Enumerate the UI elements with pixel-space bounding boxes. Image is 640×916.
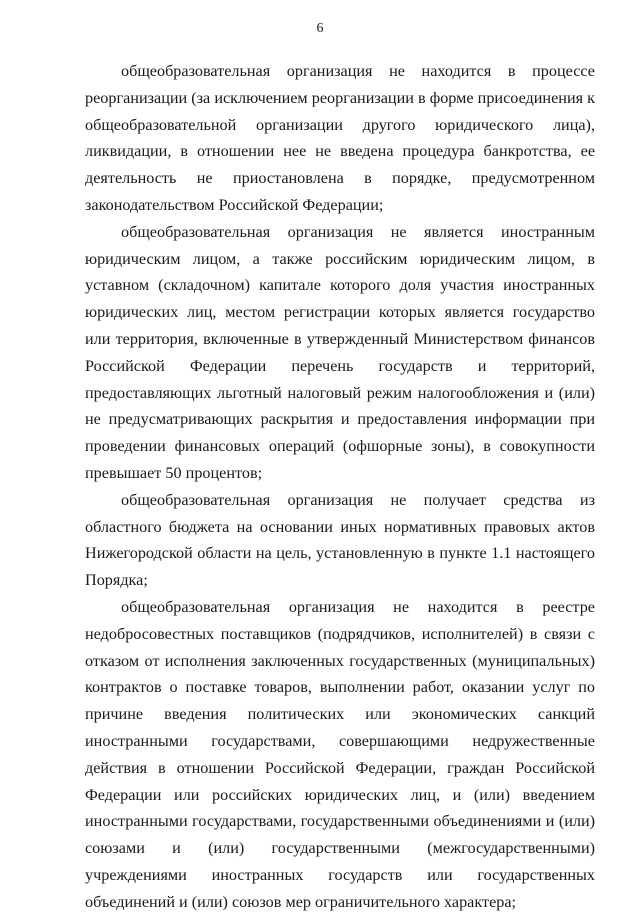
paragraph-reorganization: общеобразовательная организация не находится в процессе реорганизации (за исключением реорганизации в форме присоединения к общеобразовательной организации другого юридического лица), ликвидации, в отношении нее не введена процедура банкротства, ее деятельность не приостановлена в порядке, предусмотренном законодательством Российской Федерации; <box>85 62 595 214</box>
paragraph-unfair-suppliers-registry: общеобразовательная организация не находится в реестре недобросовестных поставщиков (подрядчиков, исполнителей) в связи с отказом от исполнения заключенных государственных (муниципальных) контрактов о поставке товаров, выполнении работ, оказании услуг по причине введения политических или экономических санкций иностранными государствами, совершающими недружественные действия в отношении Российской Федерации, граждан Российской Федерации или российских юридических лиц, и (или) введением иностранными государствами, государственными объединениями и (или) союзами и (или) государственными (межгосударственными) учреждениями иностранных государств или государственных объединений и (или) союзов мер ограничительного характера; <box>85 597 595 911</box>
paragraph-regional-budget: общеобразовательная организация не получает средства из областного бюджета на основании иных нормативных правовых актов Нижегородской области на цель, установленную в пункте 1.1 настоящего Порядка; <box>85 490 595 590</box>
paragraph-foreign-entity: общеобразовательная организация не является иностранным юридическим лицом, а также российским юридическим лицом, в уставном (складочном) капитале которого доля участия иностранных юридических лиц, местом регистрации которых является государство или территория, включенные в утвержденный Министерством финансов Российской Федерации перечень государств и территорий, предоставляющих льготный налоговый режим налогообложения и (или) не предусматривающих раскрытия и предоставления информации при проведении финансовых операций (офшорные зоны), в совокупности превышает 50 процентов; <box>85 222 595 482</box>
document-body <box>85 58 595 916</box>
page-number: 6 <box>316 21 324 36</box>
